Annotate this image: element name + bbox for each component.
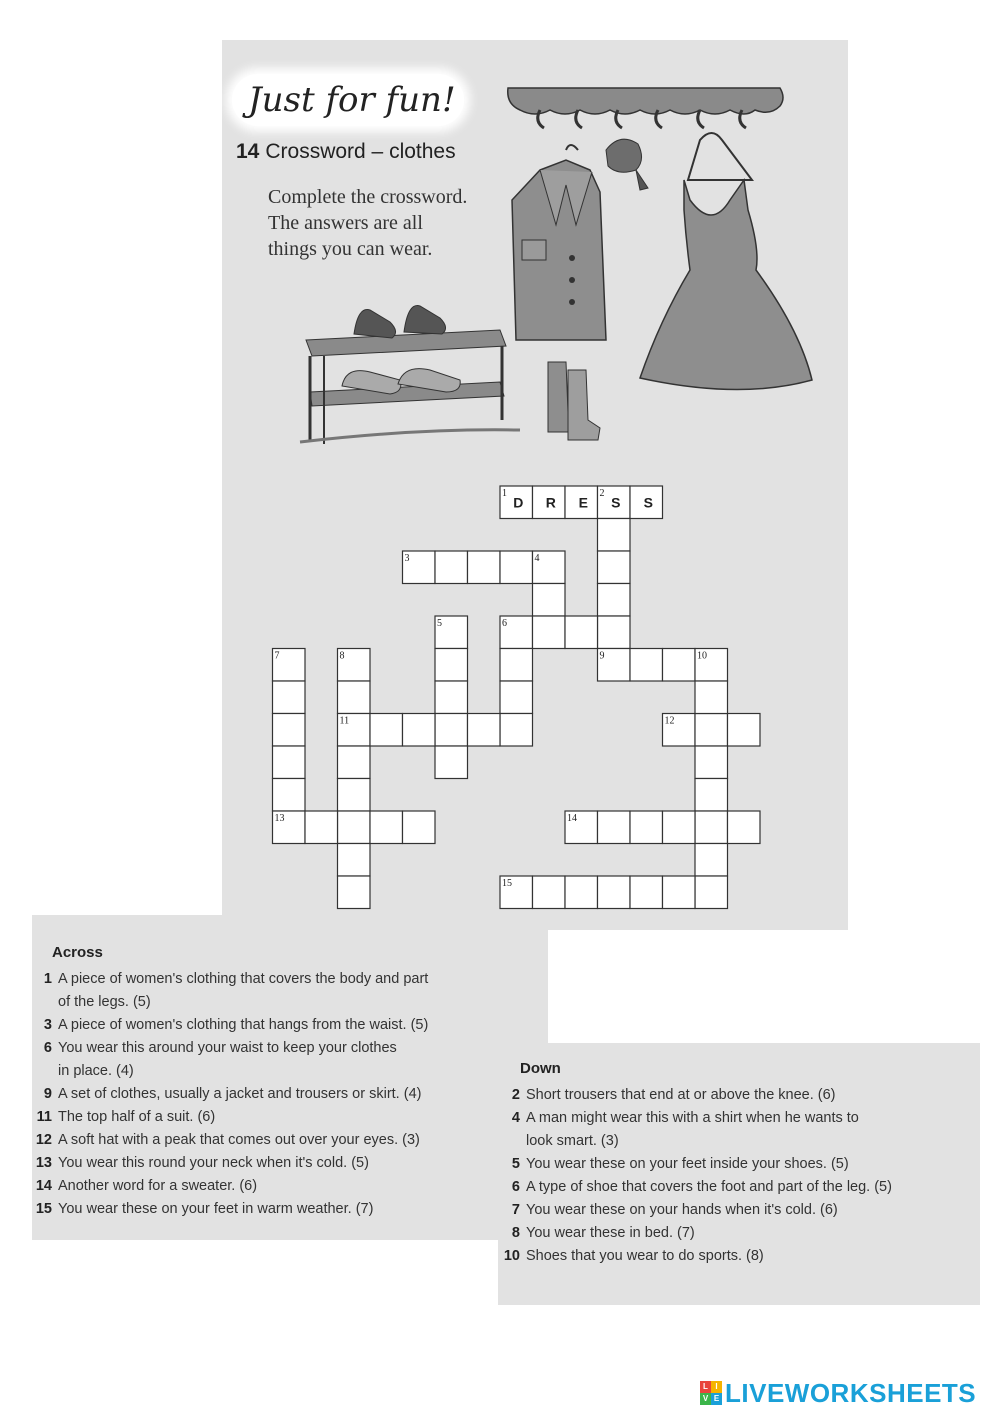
clue-item-number: 14 xyxy=(35,1178,52,1194)
crossword-cell[interactable] xyxy=(695,746,728,779)
clue-number: 11 xyxy=(339,715,350,727)
clue-item-text: You wear these on your feet in warm weather. (7) xyxy=(58,1201,374,1217)
crossword-cell[interactable] xyxy=(695,779,728,812)
clue-item-number: 6 xyxy=(511,1179,520,1195)
crossword-cell[interactable] xyxy=(630,811,663,844)
clue-item-number: 1 xyxy=(43,971,52,987)
crossword-cell[interactable] xyxy=(403,714,436,747)
clue-number: 2 xyxy=(599,488,605,499)
clue-item-text: in place. (4) xyxy=(58,1063,134,1079)
clue-item-number: 4 xyxy=(511,1110,520,1126)
clue-item-text: A man might wear this with a shirt when he wants to xyxy=(526,1110,859,1126)
crossword-cell[interactable] xyxy=(728,714,761,747)
crossword-cell[interactable] xyxy=(500,551,533,584)
clue-item-text: of the legs. (5) xyxy=(58,994,151,1010)
crossword-cell[interactable] xyxy=(565,876,598,909)
clue-item-text: You wear these on your hands when it's cold. (6) xyxy=(526,1202,838,1218)
crossword-cell[interactable] xyxy=(630,876,663,909)
crossword-cell[interactable] xyxy=(533,876,566,909)
crossword-cell[interactable] xyxy=(273,746,306,779)
crossword-cell[interactable] xyxy=(403,811,436,844)
clue-item-number: 9 xyxy=(43,1086,52,1102)
crossword-cell[interactable] xyxy=(695,681,728,714)
clue-number: 6 xyxy=(502,618,507,629)
answer-letter: S xyxy=(611,494,621,511)
answer-letter: E xyxy=(578,494,588,511)
crossword-cell[interactable] xyxy=(663,649,696,682)
clue-item-text: You wear these on your feet inside your shoes. (5) xyxy=(526,1156,849,1172)
crossword-cell[interactable] xyxy=(598,876,631,909)
clue-item-number: 7 xyxy=(511,1202,520,1218)
crossword-cell[interactable] xyxy=(695,811,728,844)
clue-number: 1 xyxy=(502,488,507,499)
crossword-cell[interactable] xyxy=(695,844,728,877)
clue-item-text: Shoes that you wear to do sports. (8) xyxy=(526,1248,764,1264)
crossword-cell[interactable] xyxy=(728,811,761,844)
crossword-cell[interactable] xyxy=(630,649,663,682)
crossword-cell[interactable] xyxy=(598,616,631,649)
answer-letter: D xyxy=(513,494,524,511)
crossword-cell[interactable] xyxy=(598,519,631,552)
clue-item-number: 3 xyxy=(43,1017,52,1033)
crossword-cell[interactable] xyxy=(500,649,533,682)
exercise-number: 14 xyxy=(236,140,260,163)
clue-item-text: A set of clothes, usually a jacket and trousers or skirt. (4) xyxy=(58,1086,422,1102)
clue-item-number: 8 xyxy=(511,1225,520,1241)
crossword-cell[interactable] xyxy=(338,876,371,909)
crossword-cell[interactable] xyxy=(435,746,468,779)
crossword-cell[interactable] xyxy=(598,584,631,617)
crossword-cell[interactable] xyxy=(533,584,566,617)
clue-item-number: 10 xyxy=(503,1248,520,1264)
crossword-cell[interactable] xyxy=(695,876,728,909)
logo-letter: V xyxy=(700,1393,711,1405)
crossword-cell[interactable] xyxy=(370,714,403,747)
crossword-cell[interactable] xyxy=(598,551,631,584)
clue-number: 15 xyxy=(502,878,512,889)
across-heading: Across xyxy=(52,944,103,961)
crossword-cell[interactable] xyxy=(500,714,533,747)
clue-item-text: Short trousers that end at or above the knee. (6) xyxy=(526,1087,836,1103)
clue-item-number: 6 xyxy=(43,1040,52,1056)
clue-item-text: You wear this around your waist to keep your clothes xyxy=(58,1040,397,1056)
answer-letter: S xyxy=(643,494,653,511)
logo-letter: E xyxy=(711,1393,722,1405)
answer-letter: R xyxy=(545,494,556,511)
crossword-cell[interactable] xyxy=(338,746,371,779)
clue-number: 4 xyxy=(534,553,540,564)
clue-item-text: A type of shoe that covers the foot and part of the leg. (5) xyxy=(526,1179,892,1195)
clue-number: 9 xyxy=(599,650,605,662)
clue-item-number: 13 xyxy=(35,1155,52,1171)
clue-number: 10 xyxy=(697,650,707,662)
crossword-cell[interactable] xyxy=(273,714,306,747)
crossword-cell[interactable] xyxy=(273,779,306,812)
crossword-cell[interactable] xyxy=(695,714,728,747)
exercise-title-text: Crossword – clothes xyxy=(265,140,456,163)
crossword-cell[interactable] xyxy=(435,551,468,584)
clue-item-text: A piece of women's clothing that hangs from the waist. (5) xyxy=(58,1017,429,1033)
down-heading: Down xyxy=(520,1060,561,1077)
crossword-cell[interactable] xyxy=(273,681,306,714)
clue-number: 12 xyxy=(664,715,675,727)
crossword-cell[interactable] xyxy=(338,844,371,877)
clue-item-text: Another word for a sweater. (6) xyxy=(58,1178,258,1194)
crossword-cell[interactable] xyxy=(663,811,696,844)
crossword-cell[interactable] xyxy=(598,811,631,844)
crossword-cell[interactable] xyxy=(565,616,598,649)
logo-letter: L xyxy=(700,1381,711,1393)
crossword-cell[interactable] xyxy=(500,681,533,714)
clue-number: 8 xyxy=(339,650,345,662)
clue-item-text: You wear this round your neck when it's cold. (5) xyxy=(58,1155,369,1171)
clue-item-text: look smart. (3) xyxy=(526,1133,619,1149)
logo-letter: I xyxy=(711,1381,722,1393)
crossword-cell[interactable] xyxy=(533,616,566,649)
crossword-cell[interactable] xyxy=(338,779,371,812)
clue-item-number: 11 xyxy=(36,1109,52,1125)
clue-item-text: A soft hat with a peak that comes out over your eyes. (3) xyxy=(58,1132,420,1148)
clue-item-text: The top half of a suit. (6) xyxy=(58,1109,216,1125)
clue-item-text: A piece of women's clothing that covers the body and part xyxy=(58,971,429,987)
instruction-line: The answers are all xyxy=(268,212,423,234)
crossword-cell[interactable] xyxy=(435,714,468,747)
clue-item-text: You wear these in bed. (7) xyxy=(526,1225,695,1241)
instruction-line: things you can wear. xyxy=(268,238,433,260)
clue-number: 5 xyxy=(437,618,442,629)
crossword-cell[interactable] xyxy=(468,551,501,584)
crossword-cell[interactable] xyxy=(338,811,371,844)
crossword-cell[interactable] xyxy=(468,714,501,747)
crossword-cell[interactable] xyxy=(338,681,371,714)
clue-item-number: 12 xyxy=(35,1132,52,1148)
clue-number: 3 xyxy=(404,553,410,564)
clue-number: 14 xyxy=(567,813,577,824)
clue-item-number: 2 xyxy=(511,1087,520,1103)
crossword-cell[interactable] xyxy=(435,681,468,714)
clue-item-number: 15 xyxy=(35,1201,52,1217)
crossword-cell[interactable] xyxy=(435,649,468,682)
logo-icon xyxy=(700,1381,722,1405)
instruction-line: Complete the crossword. xyxy=(268,186,468,208)
banner-title: Just for fun! xyxy=(248,80,456,120)
crossword-cell[interactable] xyxy=(370,811,403,844)
logo-text: LIVEWORKSHEETS xyxy=(725,1377,977,1408)
crossword-cell[interactable] xyxy=(663,876,696,909)
clue-number: 13 xyxy=(274,813,285,824)
crossword-cell[interactable] xyxy=(305,811,338,844)
clue-number: 7 xyxy=(274,650,280,662)
liveworksheets-logo xyxy=(700,1378,976,1408)
clue-item-number: 5 xyxy=(511,1156,520,1172)
